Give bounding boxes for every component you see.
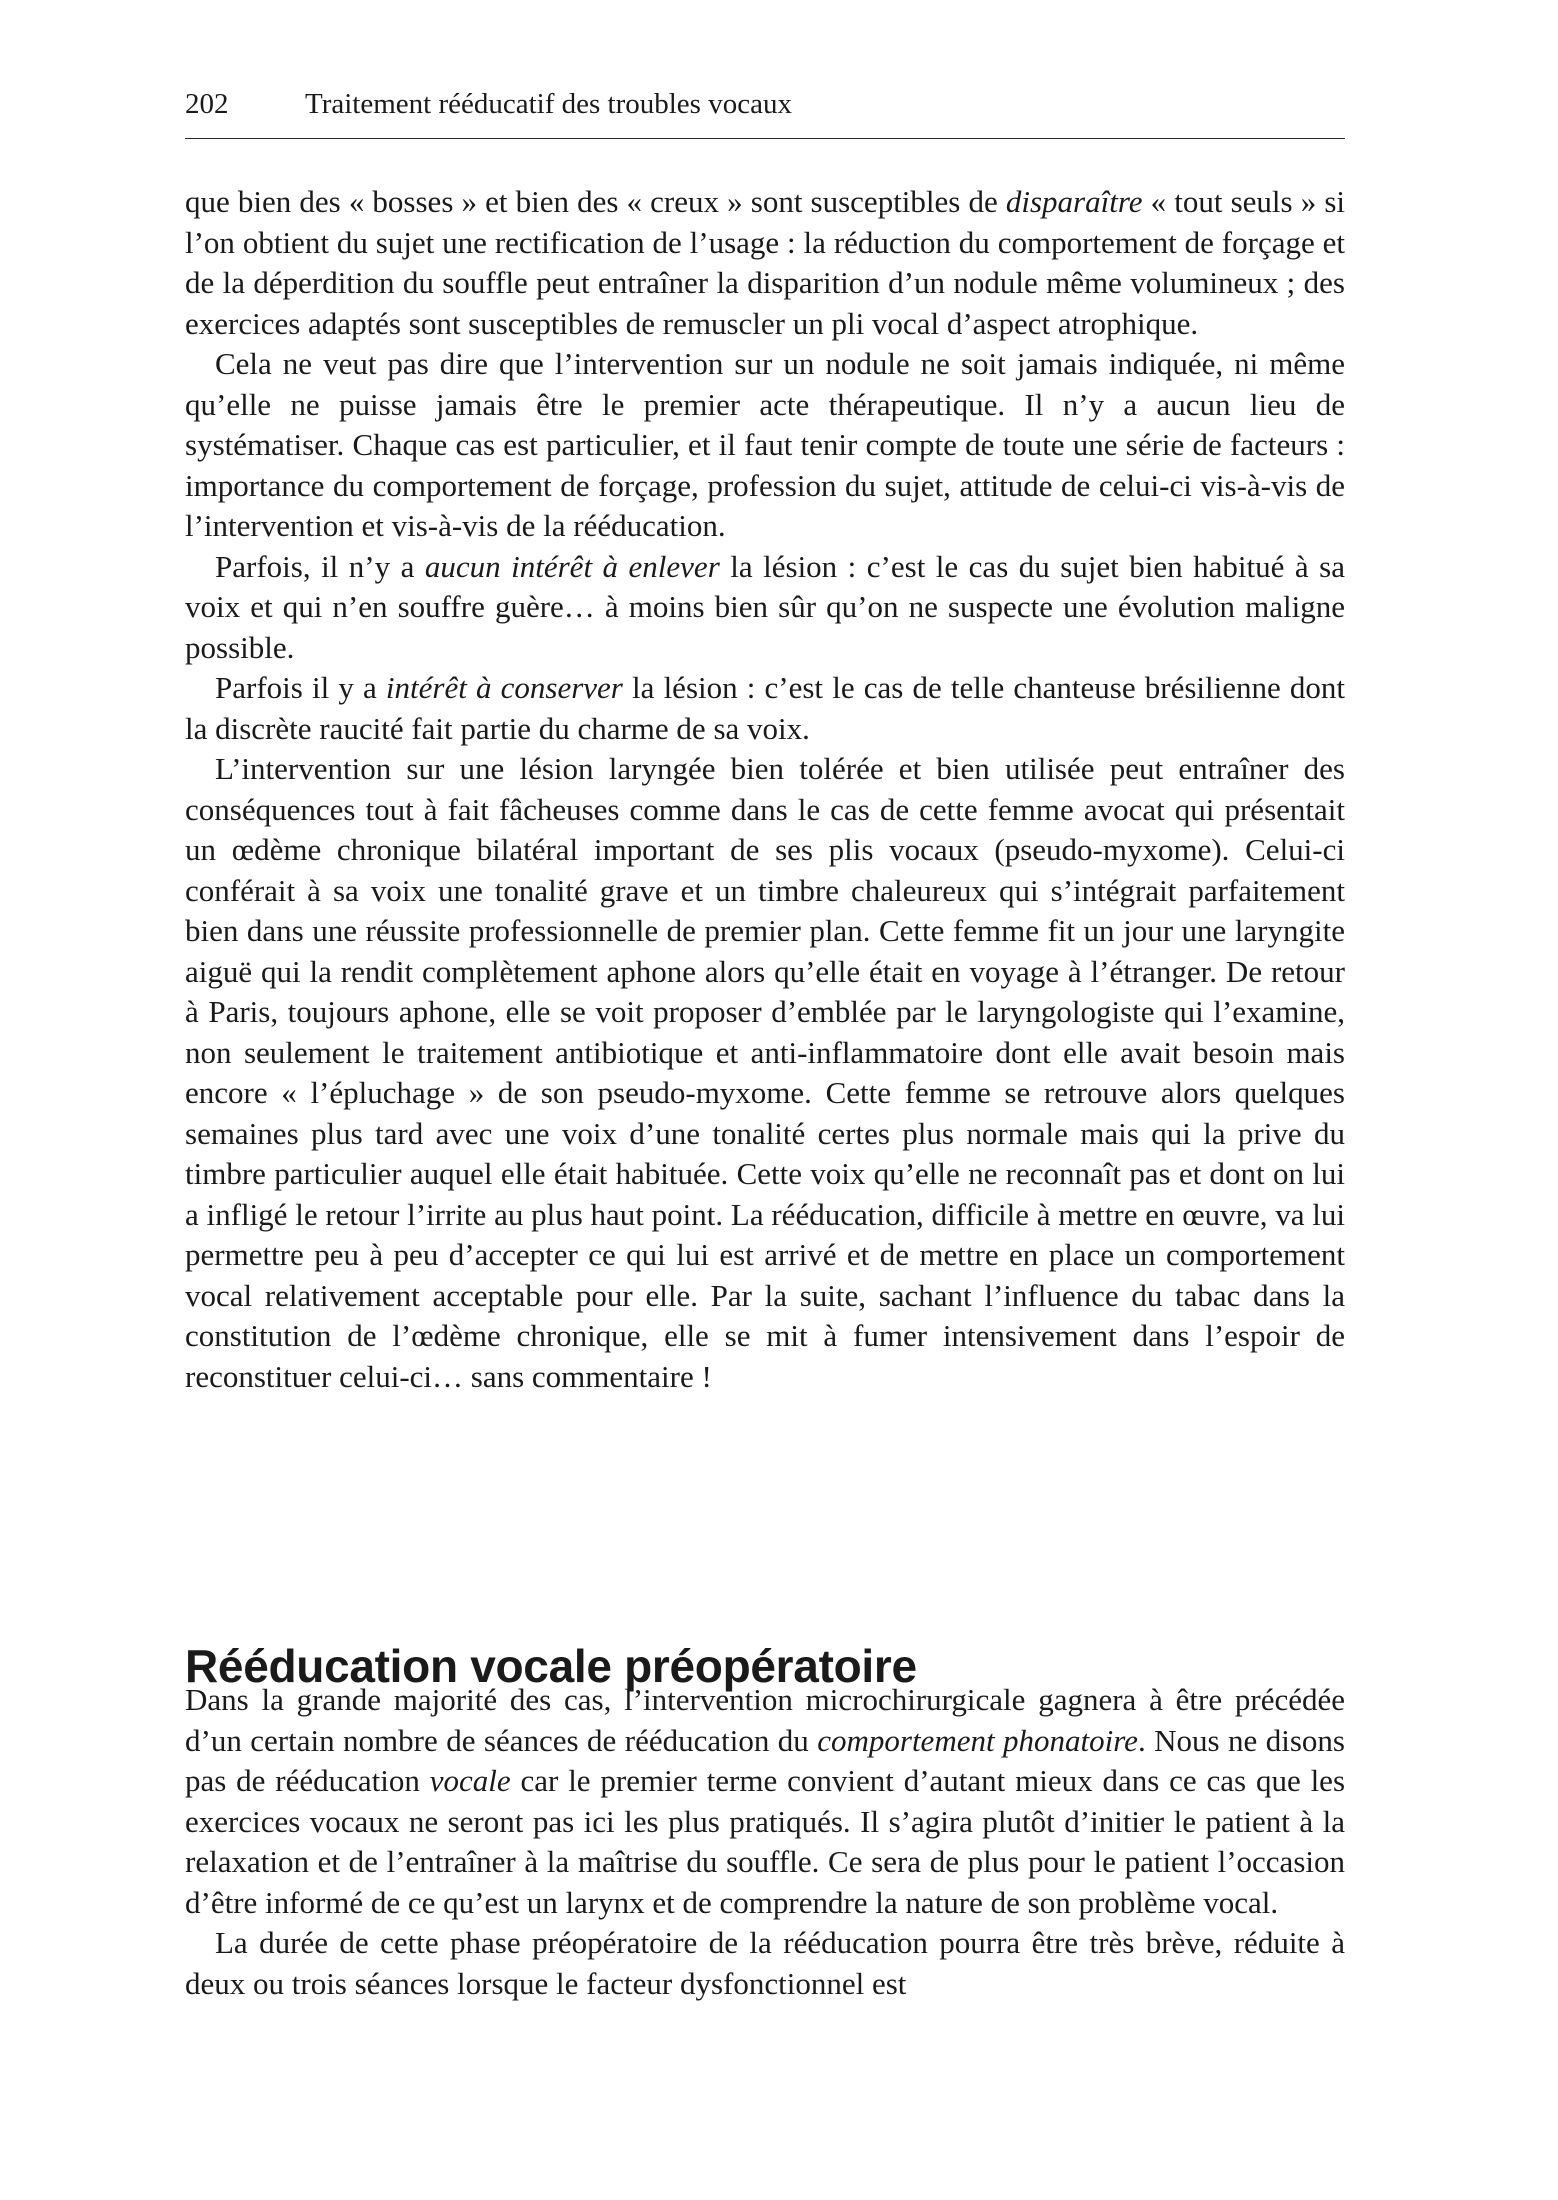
text-run: « tout seuls » si l’on obtient du sujet une rectification de l’usage : la réduction du comportement de forçage et de la déperdition du souffle peut entraîner la disparition d’un nodule même volumineux ; des exercices adaptés sont susceptibles de remuscler un pli vocal d’aspect atrophique.	[185, 184, 1346, 341]
text-run: Parfois il y a	[215, 670, 386, 705]
page-number: 202	[185, 88, 229, 120]
italic-run: intérêt à conserver	[385, 670, 623, 705]
running-title: Traitement rééducatif des troubles vocaux	[305, 88, 792, 120]
paragraph-3	[185, 547, 1345, 669]
italic-run: vocale	[429, 1763, 511, 1798]
paragraph-4	[185, 668, 1345, 749]
text-run: la lésion : c’est le cas de telle chanteuse brésilienne dont la discrète raucité fait partie du charme de sa voix.	[185, 670, 1346, 746]
paragraph-2: Cela ne veut pas dire que l’intervention sur un nodule ne soit jamais indiquée, ni même qu’elle ne puisse jamais être le premier acte thérapeutique. Il n’y a aucun lieu de systématiser. Chaque cas est particulier, et il faut tenir compte de toute une série de facteurs : importance du comportement de forçage, profession du sujet, attitude de celui-ci vis-à-vis de l’intervention et vis-à-vis de la rééducation.	[185, 346, 1345, 543]
italic-run: aucun intérêt à enlever	[424, 548, 720, 584]
body-text-section-2	[185, 1680, 1345, 2004]
text-run: . Nous ne disons pas de rééducation	[185, 1722, 1345, 1798]
paragraph-6	[185, 1680, 1345, 1923]
running-header	[185, 88, 1345, 139]
text-run: Parfois, il n’y a	[215, 548, 425, 584]
body-text-section-1	[185, 182, 1345, 1397]
text-run: que bien des « bosses » et bien des « creux » sont susceptibles de	[185, 184, 1006, 219]
text-run: Dans la grande majorité des cas, l’intervention microchirurgicale gagnera à être précédée d’un certain nombre de séances de rééducation du	[185, 1682, 1345, 1758]
paragraph-5: L’intervention sur une lésion laryngée bien tolérée et bien utilisée peut entraîner des conséquences tout à fait fâcheuses comme dans le cas de cette femme avocat qui présentait un œdème chronique bilatéral important de ses plis vocaux (pseudo-myxome). Celui-ci conférait à sa voix une tonalité grave et un timbre chaleureux qui s’intégrait parfaitement bien dans une réussite professionnelle de premier plan. Cette femme fit un jour une laryngite aiguë qui la rendit complètement aphone alors qu’elle était en voyage à l’étranger. De retour à Paris, toujours aphone, elle se voit proposer d’emblée par le laryngologiste qui l’examine, non seulement le traitement antibiotique et anti-inflammatoire dont elle avait besoin mais encore « l’épluchage » de son pseudo-myxome. Cette femme se retrouve alors quelques semaines plus tard avec une voix d’une tonalité certes plus normale mais qui la prive du timbre particulier auquel elle était habituée. Cette voix qu’elle ne reconnaît pas et dont on lui a infligé le retour l’irrite au plus haut point. La rééducation, difficile à mettre en œuvre, va lui permettre peu à peu d’accepter ce qui lui est arrivé et de mettre en place un comportement vocal relativement acceptable pour elle. Par la suite, sachant l’influence du tabac dans la constitution de l’œdème chronique, elle se mit à fumer intensivement dans l’espoir de reconstituer celui-ci… sans commentaire !	[185, 751, 1345, 1394]
text-run: la lésion : c’est le cas du sujet bien habitué à sa voix et qui n’en souffre guère… à moins bien sûr qu’on ne suspecte une évolution maligne possible.	[185, 548, 1345, 665]
text-run: car le premier terme convient d’autant mieux dans ce cas que les exercices vocaux ne seront pas ici les plus pratiqués. Il s’agira plutôt d’initier le patient à la relaxation et de l’entraîner à la maîtrise du souffle. Ce sera de plus pour le patient l’occasion d’être informé de ce qu’est un larynx et de comprendre la nature de son problème vocal.	[185, 1763, 1346, 1920]
section-heading: Rééducation vocale préopératoire	[185, 1640, 917, 1693]
paragraph-1	[185, 182, 1345, 344]
italic-run: comportement phonatoire	[817, 1722, 1138, 1758]
italic-run: disparaître	[1005, 184, 1143, 219]
paragraph-7: La durée de cette phase préopératoire de la rééducation pourra être très brève, réduite à deux ou trois séances lorsque le facteur dysfonctionnel est	[185, 1925, 1345, 2001]
